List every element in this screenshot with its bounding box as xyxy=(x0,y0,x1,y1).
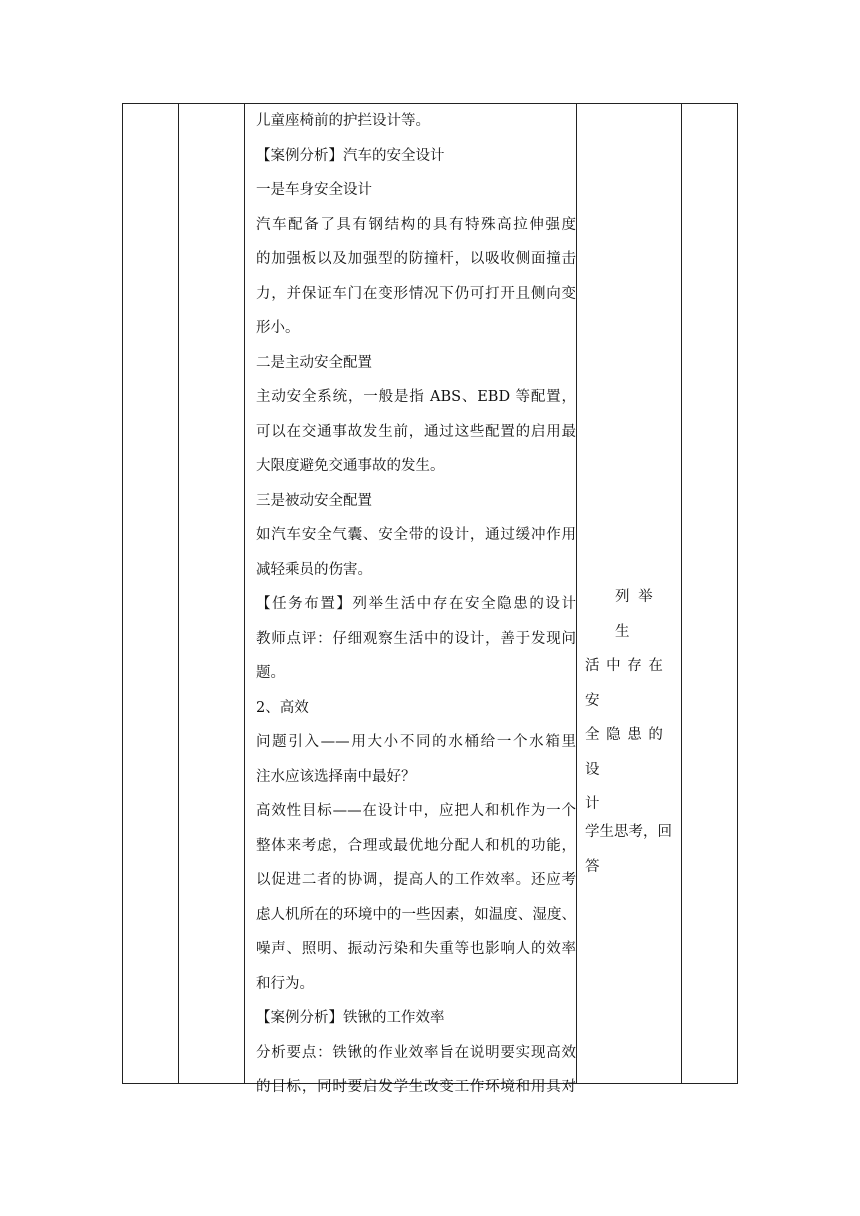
content-line: 减轻乘员的伤害。 xyxy=(256,561,372,578)
content-line: 分析要点：铁锹的作业效率旨在说明要实现高效 xyxy=(256,1044,576,1061)
content-line: 大限度避免交通事故的发生。 xyxy=(256,458,445,474)
content-line: 汽车配备了具有钢结构的具有特殊高拉伸强度 xyxy=(256,216,576,233)
content-line: 注水应该选择南中最好？ xyxy=(256,768,416,785)
activity-line: 活 中 存 在 安 xyxy=(585,658,664,709)
activity-line: 计 xyxy=(585,796,600,812)
content-line: 题。 xyxy=(256,665,285,681)
column-divider xyxy=(576,104,577,1083)
content-line: 2、高效 xyxy=(256,699,309,716)
content-line: 问题引入——用大小不同的水桶给一个水箱里 xyxy=(256,734,576,750)
content-line: 主动安全系统，一般是指 ABS、EBD 等配置， xyxy=(256,389,576,405)
content-line: 【案例分析】铁锹的工作效率 xyxy=(256,1010,445,1026)
content-line: 以促进二者的协调，提高人的工作效率。还应考 xyxy=(256,872,576,888)
student-activity-block-1 xyxy=(585,580,677,822)
column-divider xyxy=(178,104,179,1083)
activity-line: 答 xyxy=(585,858,600,875)
student-activity-block-2 xyxy=(585,815,677,884)
column-divider xyxy=(681,104,682,1083)
activity-line: 列 举 生 xyxy=(615,589,655,640)
content-line: 噪声、照明、振动污染和失重等也影响人的效率 xyxy=(256,941,576,957)
content-line: 一是车身安全设计 xyxy=(256,182,372,198)
teaching-content-column xyxy=(256,104,576,1105)
content-line: 【任务布置】列举生活中存在安全隐患的设计 xyxy=(256,596,576,612)
content-line: 的加强板以及加强型的防撞杆，以吸收侧面撞击 xyxy=(256,251,576,267)
activity-line: 全 隐 患 的 设 xyxy=(585,727,664,778)
column-divider xyxy=(244,104,245,1083)
content-line: 可以在交通事故发生前，通过这些配置的启用最 xyxy=(256,423,576,440)
content-line: 高效性目标——在设计中，应把人和机作为一个 xyxy=(256,803,576,819)
content-line: 和行为。 xyxy=(256,975,314,992)
content-line: 如汽车安全气囊、安全带的设计，通过缓冲作用 xyxy=(256,527,576,543)
content-line: 力，并保证车门在变形情况下仍可打开且侧向变 xyxy=(256,285,576,302)
content-line: 儿童座椅前的护拦设计等。 xyxy=(256,113,430,129)
activity-line: 学生思考，回 xyxy=(585,824,672,840)
content-line: 整体来考虑，合理或最优地分配人和机的功能， xyxy=(256,837,576,854)
content-line: 三是被动安全配置 xyxy=(256,492,372,509)
content-line: 二是主动安全配置 xyxy=(256,354,372,371)
content-line: 形小。 xyxy=(256,320,300,336)
content-line: 【案例分析】汽车的安全设计 xyxy=(256,147,445,164)
content-line: 的目标，同时要启发学生改变工作环境和用具对 xyxy=(256,1079,576,1095)
lesson-table xyxy=(122,103,738,1095)
content-line: 虑人机所在的环境中的一些因素，如温度、湿度、 xyxy=(256,906,576,923)
content-line: 教师点评：仔细观察生活中的设计，善于发现问 xyxy=(256,630,576,647)
